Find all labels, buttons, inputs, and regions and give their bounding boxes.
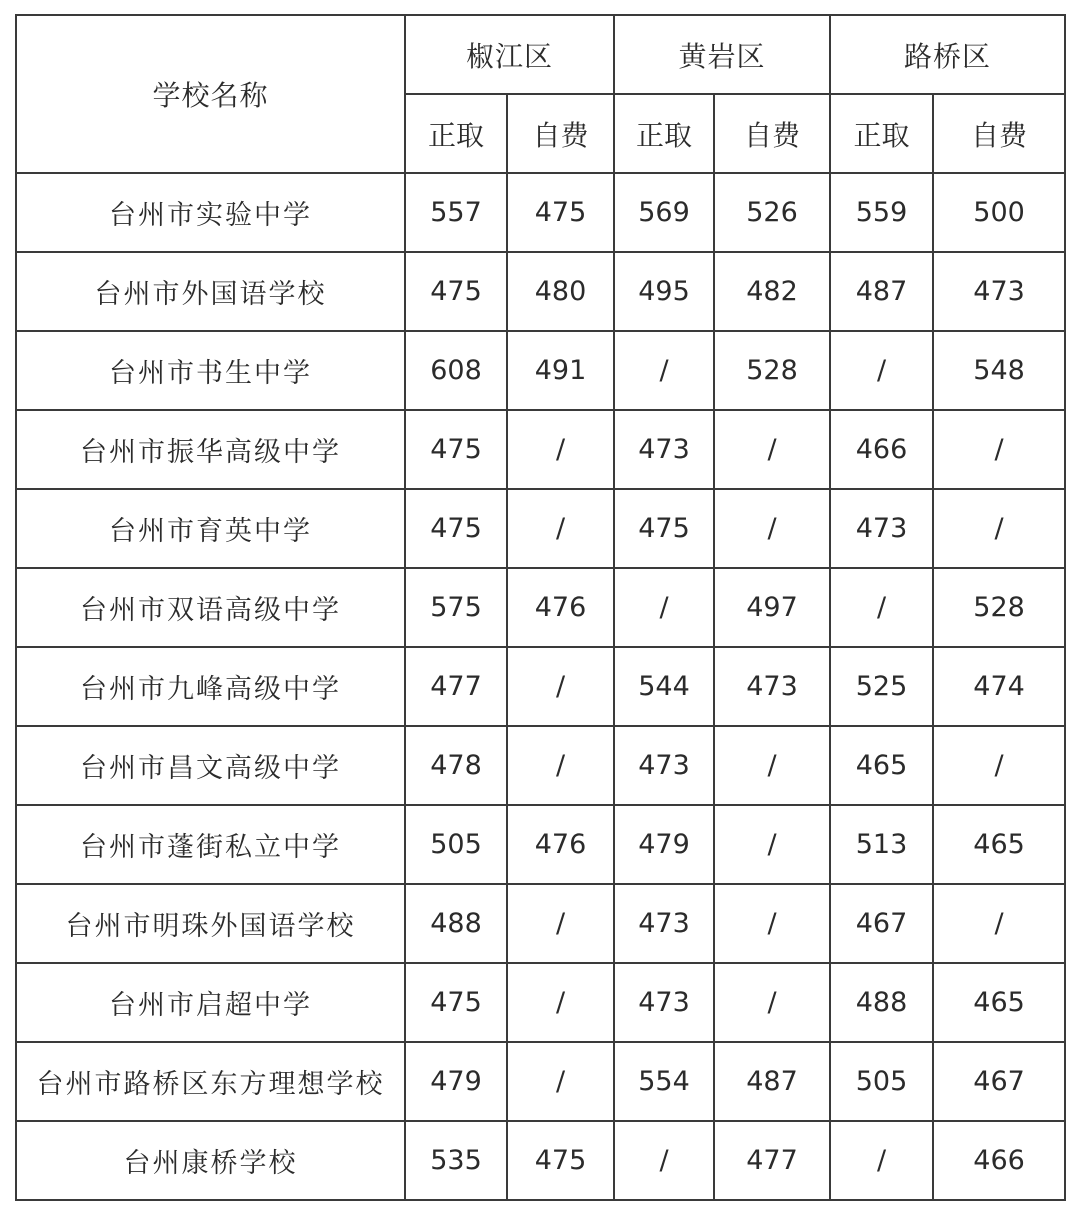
type-header-selfpay: 自费: [933, 94, 1065, 173]
score-cell: 467: [933, 1042, 1065, 1121]
score-cell: /: [714, 410, 830, 489]
type-header-regular: 正取: [405, 94, 507, 173]
score-cell: /: [714, 489, 830, 568]
score-cell: 473: [614, 726, 714, 805]
score-cell: 475: [405, 252, 507, 331]
score-cell: /: [830, 331, 933, 410]
score-cell: 528: [933, 568, 1065, 647]
score-cell: 465: [933, 805, 1065, 884]
score-cell: 480: [507, 252, 614, 331]
school-name-cell: 台州市育英中学: [16, 489, 405, 568]
header-row-districts: [16, 15, 1065, 94]
school-name-cell: 台州市九峰高级中学: [16, 647, 405, 726]
score-cell: /: [507, 884, 614, 963]
score-cell: 505: [405, 805, 507, 884]
score-cell: 473: [714, 647, 830, 726]
score-cell: 491: [507, 331, 614, 410]
score-cell: 475: [507, 173, 614, 252]
score-cell: 474: [933, 647, 1065, 726]
school-name-cell: 台州市蓬街私立中学: [16, 805, 405, 884]
score-cell: 465: [830, 726, 933, 805]
score-cell: /: [714, 963, 830, 1042]
score-cell: 535: [405, 1121, 507, 1200]
score-cell: /: [614, 568, 714, 647]
type-header-selfpay: 自费: [714, 94, 830, 173]
score-cell: /: [507, 410, 614, 489]
score-cell: 477: [405, 647, 507, 726]
score-cell: 473: [933, 252, 1065, 331]
score-cell: /: [933, 726, 1065, 805]
score-cell: 497: [714, 568, 830, 647]
table-row: [16, 489, 1065, 568]
score-cell: 465: [933, 963, 1065, 1042]
score-cell: 554: [614, 1042, 714, 1121]
score-cell: 487: [714, 1042, 830, 1121]
table-row: [16, 1121, 1065, 1200]
score-cell: /: [933, 884, 1065, 963]
score-cell: /: [507, 647, 614, 726]
score-cell: /: [507, 963, 614, 1042]
score-cell: 466: [830, 410, 933, 489]
school-name-cell: 台州市实验中学: [16, 173, 405, 252]
score-cell: 575: [405, 568, 507, 647]
score-cell: 500: [933, 173, 1065, 252]
table-row: [16, 1042, 1065, 1121]
score-cell: 476: [507, 805, 614, 884]
score-cell: 475: [405, 489, 507, 568]
score-cell: 505: [830, 1042, 933, 1121]
score-cell: 526: [714, 173, 830, 252]
score-cell: /: [714, 726, 830, 805]
score-cell: /: [507, 726, 614, 805]
score-cell: /: [614, 1121, 714, 1200]
school-name-cell: 台州康桥学校: [16, 1121, 405, 1200]
score-cell: 608: [405, 331, 507, 410]
score-cell: 477: [714, 1121, 830, 1200]
score-cell: 544: [614, 647, 714, 726]
table-row: [16, 410, 1065, 489]
score-cell: /: [507, 1042, 614, 1121]
score-cell: 473: [614, 963, 714, 1042]
school-name-cell: 台州市振华高级中学: [16, 410, 405, 489]
score-cell: 548: [933, 331, 1065, 410]
score-cell: 487: [830, 252, 933, 331]
score-cell: 479: [405, 1042, 507, 1121]
score-cell: 559: [830, 173, 933, 252]
school-name-cell: 台州市双语高级中学: [16, 568, 405, 647]
score-cell: 557: [405, 173, 507, 252]
school-name-cell: 台州市昌文高级中学: [16, 726, 405, 805]
school-name-cell: 台州市明珠外国语学校: [16, 884, 405, 963]
score-cell: /: [933, 489, 1065, 568]
score-cell: 482: [714, 252, 830, 331]
score-cell: 569: [614, 173, 714, 252]
type-header-selfpay: 自费: [507, 94, 614, 173]
score-cell: /: [933, 410, 1065, 489]
table-row: [16, 568, 1065, 647]
score-cell: /: [714, 805, 830, 884]
score-cell: 495: [614, 252, 714, 331]
table-row: [16, 252, 1065, 331]
score-cell: 525: [830, 647, 933, 726]
score-cell: 473: [614, 410, 714, 489]
score-cell: 475: [405, 963, 507, 1042]
school-name-header: 学校名称: [16, 15, 405, 173]
score-cell: /: [507, 489, 614, 568]
admission-score-table: [15, 14, 1066, 1201]
score-cell: /: [830, 568, 933, 647]
score-cell: 466: [933, 1121, 1065, 1200]
district-header-luqiao: 路桥区: [830, 15, 1065, 94]
score-cell: 473: [614, 884, 714, 963]
score-cell: 488: [405, 884, 507, 963]
score-cell: /: [830, 1121, 933, 1200]
table-row: [16, 331, 1065, 410]
score-cell: 476: [507, 568, 614, 647]
score-cell: 528: [714, 331, 830, 410]
score-cell: 513: [830, 805, 933, 884]
school-name-cell: 台州市启超中学: [16, 963, 405, 1042]
district-header-jiaojiang: 椒江区: [405, 15, 614, 94]
score-cell: /: [614, 331, 714, 410]
score-cell: 475: [507, 1121, 614, 1200]
table-row: [16, 884, 1065, 963]
school-name-cell: 台州市路桥区东方理想学校: [16, 1042, 405, 1121]
table-row: [16, 647, 1065, 726]
type-header-regular: 正取: [830, 94, 933, 173]
score-cell: 478: [405, 726, 507, 805]
score-cell: 473: [830, 489, 933, 568]
score-cell: 479: [614, 805, 714, 884]
score-cell: 467: [830, 884, 933, 963]
table-row: [16, 805, 1065, 884]
table-row: [16, 173, 1065, 252]
score-cell: 475: [614, 489, 714, 568]
table-row: [16, 726, 1065, 805]
school-name-cell: 台州市外国语学校: [16, 252, 405, 331]
type-header-regular: 正取: [614, 94, 714, 173]
table-row: [16, 963, 1065, 1042]
score-cell: 488: [830, 963, 933, 1042]
score-cell: 475: [405, 410, 507, 489]
score-cell: /: [714, 884, 830, 963]
district-header-huangyan: 黄岩区: [614, 15, 830, 94]
school-name-cell: 台州市书生中学: [16, 331, 405, 410]
